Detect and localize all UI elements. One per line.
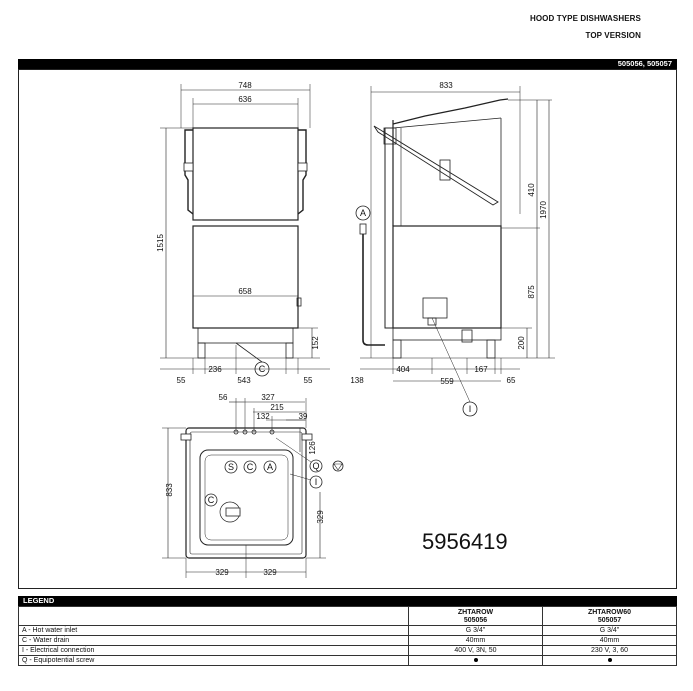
dim-side-833: 833	[439, 81, 453, 90]
legend-row-value: 40mm	[543, 636, 677, 646]
legend-row-label: C - Water drain	[19, 636, 409, 646]
legend-row	[19, 636, 677, 646]
legend-row	[19, 626, 677, 636]
dim-front-55-left: 55	[176, 376, 186, 385]
legend-row-label: Q - Equipotential screw	[19, 656, 409, 666]
dim-side-559: 559	[440, 377, 454, 386]
dim-top-329-vertical: 329	[316, 510, 325, 524]
legend-row-value	[543, 656, 677, 666]
legend-col-2	[543, 607, 677, 626]
top-a-label: A	[266, 462, 274, 472]
front-drain-label: C	[258, 364, 266, 374]
dim-front-748: 748	[238, 81, 252, 90]
side-electric-label: I	[468, 404, 472, 414]
legend-row-value: G 3/4"	[409, 626, 543, 636]
legend-col-2-code: 505057	[597, 617, 622, 624]
legend-row-label: A - Hot water inlet	[19, 626, 409, 636]
legend-col-1-code: 505056	[463, 617, 488, 624]
legend-band	[18, 596, 677, 606]
top-s-label: S	[227, 462, 235, 472]
front-dim-texts	[156, 81, 320, 385]
top-view	[162, 398, 343, 578]
legend-row-value	[409, 656, 543, 666]
dim-top-126: 126	[308, 441, 317, 455]
dim-top-329-right: 329	[263, 568, 277, 577]
dim-side-65: 65	[506, 376, 516, 385]
side-dim-texts	[350, 81, 548, 414]
bullet-icon	[608, 658, 612, 662]
dim-top-833: 833	[165, 483, 174, 497]
dim-front-236: 236	[208, 365, 222, 374]
side-view	[356, 86, 555, 416]
legend-row-value: 40mm	[409, 636, 543, 646]
dim-side-200: 200	[517, 336, 526, 350]
legend-table	[18, 606, 677, 666]
legend-title: LEGEND	[23, 596, 55, 605]
legend-row	[19, 646, 677, 656]
legend-col-2-model: ZHTAROW60	[587, 609, 632, 616]
side-inlet-label: A	[359, 208, 367, 218]
legend-col-1	[409, 607, 543, 626]
dim-front-543: 543	[237, 376, 251, 385]
dim-top-329-left: 329	[215, 568, 229, 577]
top-c-label: C	[246, 462, 254, 472]
header-title: HOOD TYPE DISHWASHERS	[529, 14, 641, 23]
dim-side-404: 404	[396, 365, 410, 374]
dim-side-167: 167	[474, 365, 488, 374]
dim-side-1970: 1970	[539, 201, 548, 219]
side-hood-top	[393, 99, 508, 124]
front-handle-left	[185, 130, 193, 214]
dim-top-215: 215	[270, 403, 284, 412]
front-body	[193, 226, 298, 328]
dim-top-56: 56	[218, 393, 228, 402]
bullet-icon	[474, 658, 478, 662]
dim-top-327: 327	[261, 393, 275, 402]
models-band-text: 505056, 505057	[617, 59, 672, 68]
legend-row-value: 230 V, 3, 60	[543, 646, 677, 656]
dim-side-410: 410	[527, 183, 536, 197]
dim-side-875: 875	[527, 285, 536, 299]
top-i-label: I	[314, 477, 318, 487]
dim-front-55-right: 55	[303, 376, 313, 385]
front-view	[160, 84, 330, 376]
top-q-label: Q	[312, 461, 320, 471]
front-handle-right	[298, 130, 306, 214]
legend-row-value: 400 V, 3N, 50	[409, 646, 543, 656]
legend-row	[19, 656, 677, 666]
legend-col-1-model: ZHTAROW	[457, 609, 494, 616]
legend-header-row	[19, 607, 677, 626]
dim-top-39: 39	[298, 412, 308, 421]
dim-side-138: 138	[350, 376, 364, 385]
legend-row-label: I - Electrical connection	[19, 646, 409, 656]
front-hood	[193, 128, 298, 220]
dim-top-132: 132	[256, 412, 270, 421]
legend-header-blank	[19, 607, 409, 626]
dim-front-658: 658	[238, 287, 252, 296]
legend-row-value: G 3/4"	[543, 626, 677, 636]
side-control-box	[423, 298, 447, 318]
top-c2-label: C	[207, 495, 215, 505]
dim-front-1515: 1515	[156, 234, 165, 252]
header-subtitle: TOP VERSION	[585, 31, 641, 40]
dim-front-152: 152	[311, 336, 320, 350]
side-water-hose	[363, 232, 385, 345]
drawing-code: 5956419	[422, 529, 508, 554]
dim-front-636: 636	[238, 95, 252, 104]
